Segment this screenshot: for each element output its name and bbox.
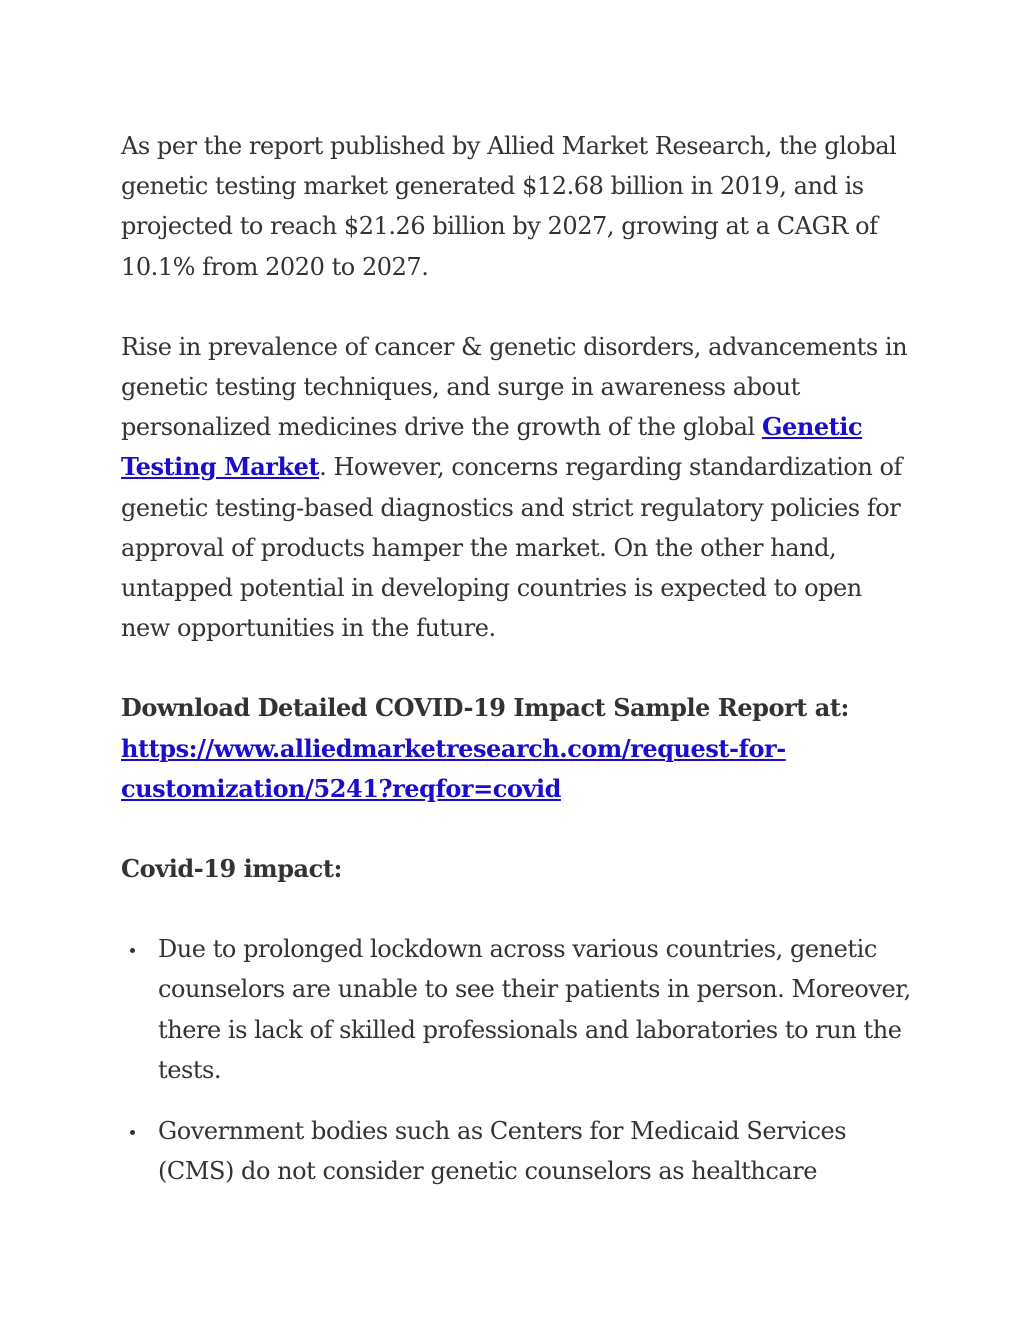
market-drivers-paragraph — [121, 327, 911, 649]
list-item — [121, 929, 911, 1090]
bullet-icon — [130, 948, 135, 953]
genetic-testing-market-link[interactable]: Genetic Testing Market — [121, 412, 863, 482]
sample-report-link[interactable]: https://www.alliedmarketresearch.com/request-for-customization/5241?reqfor=covid — [121, 733, 786, 803]
covid-impact-list — [121, 929, 911, 1191]
list-item-text: Due to prolonged lockdown across various countries, genetic counselors are unable to see their patients in person. Moreover, there is lack of skilled professionals and laboratories to run the tests. — [158, 935, 911, 1084]
list-item — [121, 1111, 911, 1191]
list-item-text: Government bodies such as Centers for Medicaid Services (CMS) do not consider genetic counselors as healthcare — [158, 1117, 847, 1186]
download-label: Download Detailed COVID-19 Impact Sample Report at: — [121, 693, 849, 723]
document-page — [121, 126, 911, 1212]
market-size-paragraph: As per the report published by Allied Market Research, the global genetic testing market generated $12.68 billion in 2019, and is projected to reach $21.26 billion by 2027, growing at a CAGR of 10.1% from 2020 to 2027. — [121, 132, 897, 281]
drivers-text-before-link: Rise in prevalence of cancer & genetic disorders, advancements in genetic testing techniques, and surge in awareness about personalized medicines drive the growth of the global — [121, 332, 908, 442]
bullet-icon — [130, 1130, 135, 1135]
drivers-text-after-link: . However, concerns regarding standardization of genetic testing-based diagnostics and strict regulatory policies for approval of products hamper the market. On the other hand, untapped potential in developing countries is expected to open new opportunities in the future. — [121, 453, 902, 643]
download-sample-paragraph — [121, 688, 911, 809]
covid-impact-heading: Covid-19 impact: — [121, 854, 342, 884]
